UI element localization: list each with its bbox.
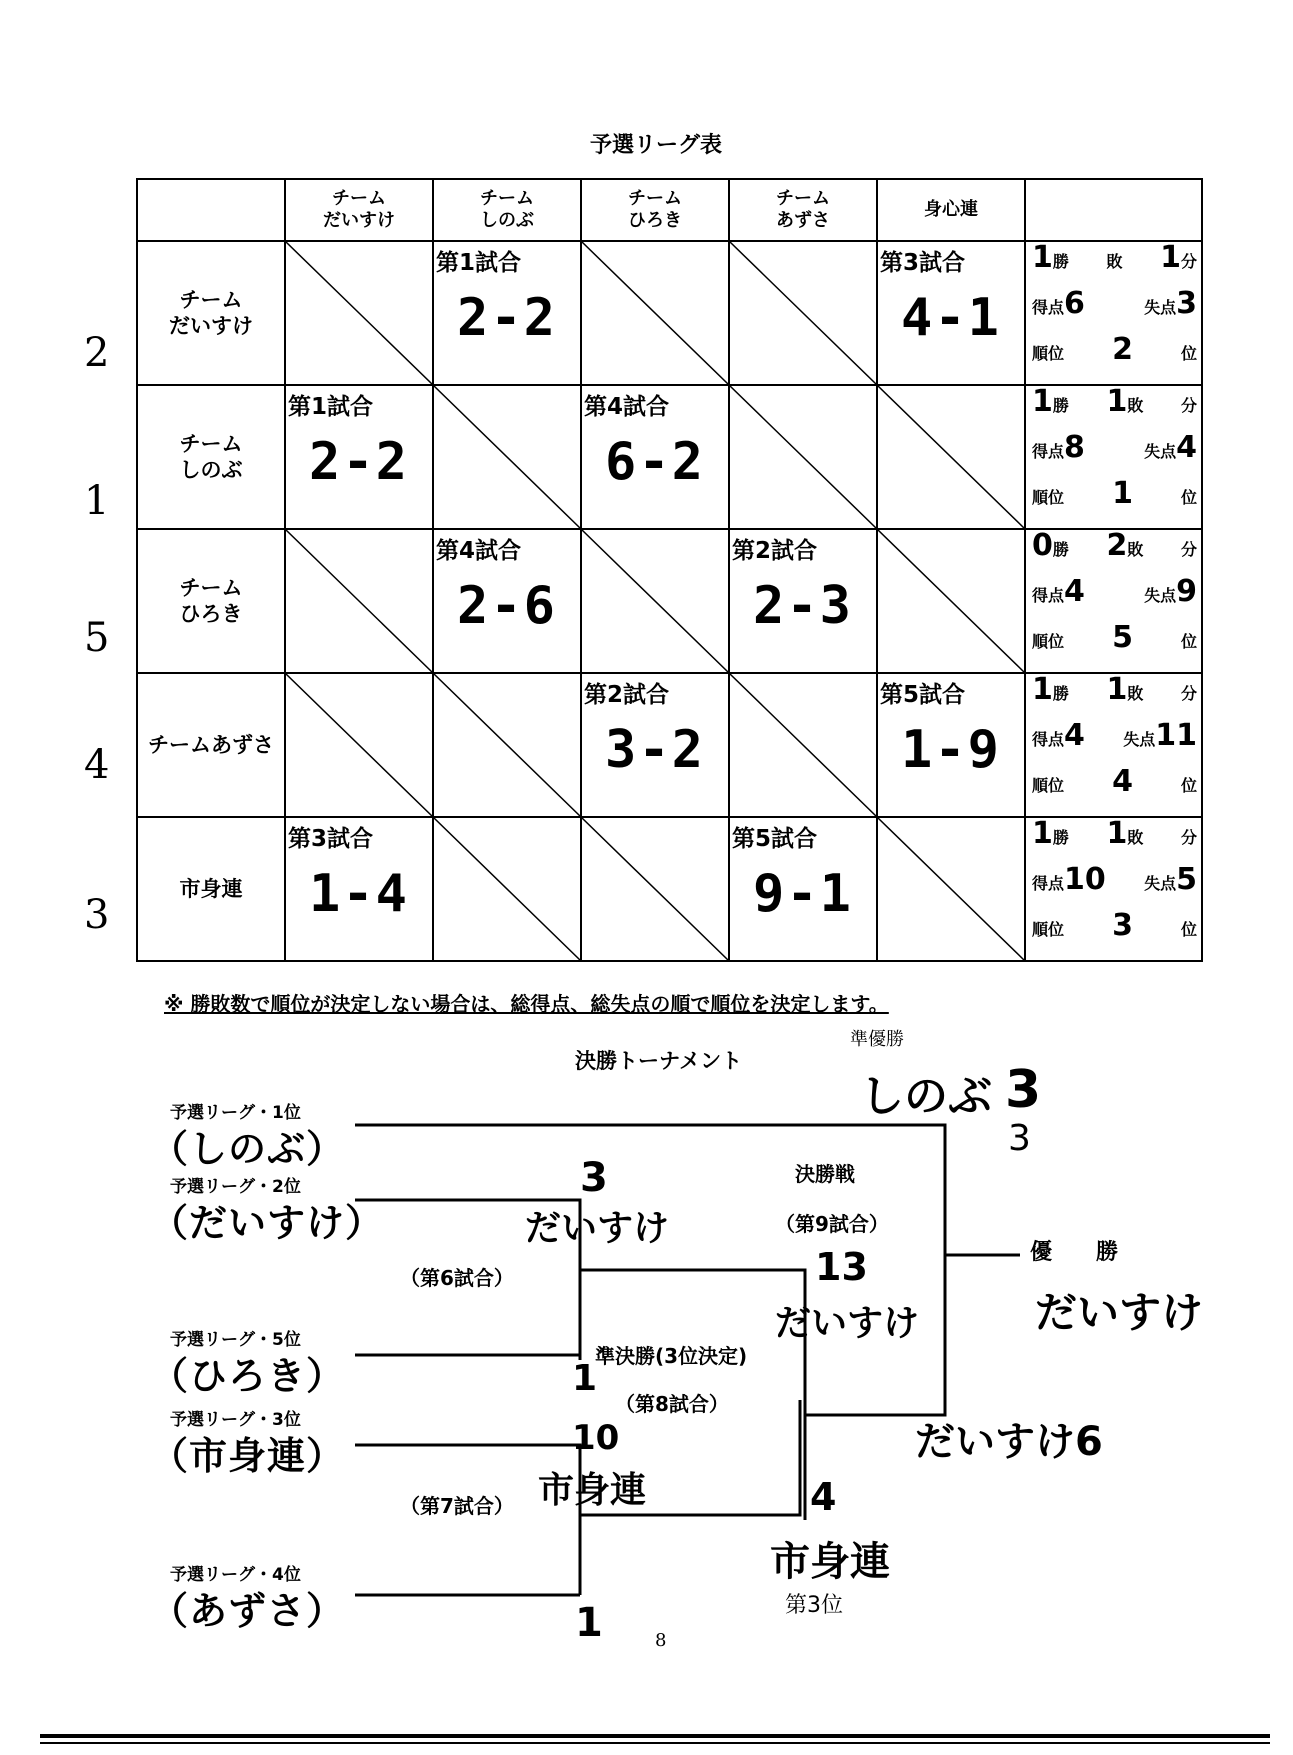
match-label: 第2試合: [584, 682, 670, 708]
row-number: 4: [84, 742, 110, 788]
m7-score-bottom: 10: [572, 1418, 620, 1458]
row-header: チーム ひろき: [137, 529, 285, 673]
column-header: チーム だいすけ: [285, 179, 433, 241]
m7-loser-score: 1: [575, 1600, 603, 1646]
goals-row: 得点10 失点5: [1032, 862, 1197, 897]
goals-row: 得点4 失点11: [1032, 718, 1197, 753]
rank-row: 順位 1 位: [1032, 476, 1197, 511]
goals-row: 得点6 失点3: [1032, 286, 1197, 321]
goals-row: 得点4 失点9: [1032, 574, 1197, 609]
seed-label: 予選リーグ・5位: [170, 1330, 301, 1350]
row-number: 5: [84, 615, 110, 661]
final-bottom-result: だいすけ6: [915, 1419, 1103, 1465]
match-score: 2-6: [457, 576, 557, 636]
row-header: チームあずさ: [137, 673, 285, 817]
m8-winner: 市身連: [770, 1539, 890, 1585]
match-score: 1-9: [901, 720, 1001, 780]
seed-label: 予選リーグ・1位: [170, 1103, 301, 1123]
match-score: 2-3: [753, 576, 853, 636]
match-label: 第3試合: [880, 250, 966, 276]
column-header: 身心連: [877, 179, 1025, 241]
match8-label: （第8試合）: [615, 1392, 729, 1416]
match-score: 2-2: [309, 432, 409, 492]
goals-row: 得点8 失点4: [1032, 430, 1197, 465]
column-header: チーム ひろき: [581, 179, 729, 241]
champion-label: 優 勝: [1030, 1240, 1119, 1265]
row-header: チーム しのぶ: [137, 385, 285, 529]
m7-winner: 市身連: [538, 1470, 647, 1511]
m9-winner: だいすけ: [775, 1303, 920, 1344]
match-label: 第3試合: [288, 826, 374, 852]
win-loss-row: 1勝 1敗 分: [1032, 385, 1197, 419]
seed-name: （あずさ）: [150, 1589, 346, 1633]
runner-up-score: 3: [1005, 1060, 1042, 1120]
ranking-note: ※ 勝敗数で順位が決定しない場合は、総得点、総失点の順で順位を決定します。: [164, 992, 889, 1016]
final-title: 決勝戦: [795, 1162, 855, 1186]
m7-score-top: 1: [572, 1358, 598, 1399]
rank-row: 順位 4 位: [1032, 764, 1197, 799]
seed-name: （だいすけ）: [150, 1201, 385, 1245]
rank-row: 順位 2 位: [1032, 332, 1197, 367]
win-loss-row: 1勝 1敗 分: [1032, 817, 1197, 851]
row-number: 3: [84, 892, 110, 938]
match-label: 第1試合: [288, 394, 374, 420]
match-score: 4-1: [901, 288, 1001, 348]
seed-name: （ひろき）: [150, 1354, 346, 1398]
champion-name: だいすけ: [1035, 1288, 1204, 1337]
seed-label: 予選リーグ・2位: [170, 1177, 301, 1197]
seed-label: 予選リーグ・3位: [170, 1410, 301, 1430]
row-number: 2: [84, 330, 110, 376]
page-number: 8: [655, 1630, 667, 1651]
match6-label: （第6試合）: [400, 1266, 514, 1290]
rank-row: 順位 3 位: [1032, 908, 1197, 943]
match-score: 1-4: [309, 864, 409, 924]
match-label: 第5試合: [732, 826, 818, 852]
runner-up-note: 準優勝: [850, 1029, 904, 1050]
row-header: チーム だいすけ: [137, 241, 285, 385]
win-loss-row: 0勝 2敗 分: [1032, 529, 1197, 563]
match-label: 第5試合: [880, 682, 966, 708]
column-header: チーム あずさ: [729, 179, 877, 241]
match7-label: （第7試合）: [400, 1494, 514, 1518]
match-score: 9-1: [753, 864, 853, 924]
win-loss-row: 1勝 1敗 分: [1032, 673, 1197, 707]
match-label: 第2試合: [732, 538, 818, 564]
seed-label: 予選リーグ・4位: [170, 1565, 301, 1585]
match-score: 2-2: [457, 288, 557, 348]
runner-up-score-2: 3: [1008, 1118, 1031, 1159]
match-label: 第1試合: [436, 250, 522, 276]
match-label: 第4試合: [436, 538, 522, 564]
m6-score: 3: [580, 1155, 608, 1201]
league-title: 予選リーグ表: [590, 133, 723, 158]
bottom-rule: [0, 1730, 1293, 1750]
rank-row: 順位 5 位: [1032, 620, 1197, 655]
row-header: 市身連: [137, 817, 285, 961]
match-score: 3-2: [605, 720, 705, 780]
win-loss-row: 1勝 敗 1分: [1032, 241, 1197, 275]
seed-name: （しのぶ）: [150, 1127, 346, 1171]
m8-note: 第3位: [785, 1593, 843, 1618]
m6-winner: だいすけ: [525, 1208, 670, 1249]
m8-score: 4: [810, 1475, 837, 1519]
tournament-title: 決勝トーナメント: [575, 1049, 743, 1073]
seed-name: （市身連）: [150, 1434, 346, 1478]
column-header: チーム しのぶ: [433, 179, 581, 241]
match-score: 6-2: [605, 432, 705, 492]
match9-label: （第9試合）: [775, 1212, 889, 1236]
m9-score: 13: [815, 1245, 868, 1289]
match-label: 第4試合: [584, 394, 670, 420]
runner-up-name: しのぶ: [860, 1071, 992, 1122]
row-number: 1: [84, 478, 110, 524]
match8-title: 準決勝(3位決定): [595, 1344, 748, 1368]
